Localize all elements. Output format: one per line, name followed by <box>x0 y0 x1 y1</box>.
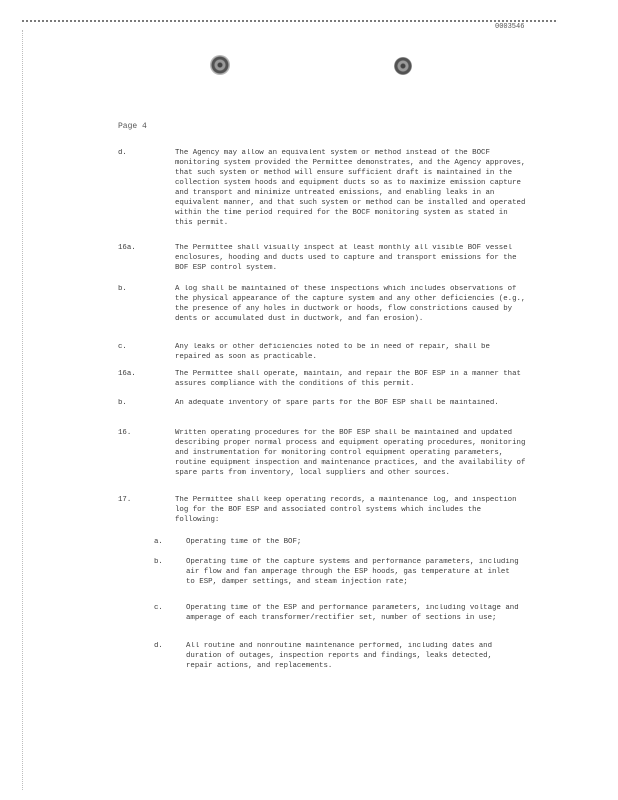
item-text: The Permittee shall visually inspect at least monthly all visible BOF vessel enclosures, hooding and ducts used to capture and transport emissions for the BOF ESP control system. <box>175 244 517 272</box>
item-text: The Agency may allow an equivalent system or method instead of the BOCF monitoring system provided the Permittee demonstrates, and the Agency approves, that such system or method will ensure sufficient draft is maintained in the collection system hoods and equipment ducts so as to maximize emission capture and transport and minimize untreated emissions, and enabling leaks in an equivalent manner, and that such system or method can be installed and operated within the time period required for the BOCF monitoring system as stated in this permit. <box>175 149 526 227</box>
subitem-text: Operating time of the BOF; <box>186 538 302 546</box>
punch-hole-mark <box>394 57 412 75</box>
item-text: The Permittee shall keep operating records, a maintenance log, and inspection log for the BOF ESP and associated control systems which includes the following: <box>175 496 517 524</box>
subitem-text: Operating time of the capture systems and performance parameters, including air flow and fan amperage through the ESP hoods, gas temperature at inlet to ESP, damper settings, and steam injection rate; <box>186 558 519 586</box>
subitem-marker: d. <box>154 642 163 650</box>
item-marker: d. <box>118 149 127 157</box>
item-marker: b. <box>118 285 127 293</box>
document-number: 0003546 <box>495 23 525 31</box>
subitem-marker: a. <box>154 538 163 546</box>
page-label: Page 4 <box>118 122 147 131</box>
item-marker: c. <box>118 343 127 351</box>
subitem-text: Operating time of the ESP and performance parameters, including voltage and amperage of each transformer/rectifier set, number of sections in use; <box>186 604 519 622</box>
item-text: The Permittee shall operate, maintain, and repair the BOF ESP in a manner that assures compliance with the conditions of this permit. <box>175 370 521 388</box>
fax-header-line <box>22 20 556 22</box>
item-marker: 16a. <box>118 370 136 378</box>
item-text: Written operating procedures for the BOF ESP shall be maintained and updated describing proper normal process and equipment operating procedures, monitoring and instrumentation for monitoring control equipment operating parameters, routine equipment inspection and maintenance practices, and the availability of spare parts from inventory, local suppliers and other sources. <box>175 429 526 477</box>
item-text: An adequate inventory of spare parts for the BOF ESP shall be maintained. <box>175 399 499 407</box>
scan-edge-line <box>22 30 23 790</box>
subitem-text: All routine and nonroutine maintenance performed, including dates and duration of outages, inspection reports and findings, leaks detected, repair actions, and replacements. <box>186 642 493 670</box>
subitem-marker: b. <box>154 558 163 566</box>
item-marker: b. <box>118 399 127 407</box>
item-text: A log shall be maintained of these inspections which includes observations of the physical appearance of the capture system and any other deficiencies (e.g., the presence of any holes in ductwork or hoods, flow constrictions caused by dents or accumulated dust in ductwork, and fan erosion). <box>175 285 526 323</box>
item-marker: 16a. <box>118 244 136 252</box>
item-text: Any leaks or other deficiencies noted to be in need of repair, shall be repaired as soon as practicable. <box>175 343 490 361</box>
item-marker: 17. <box>118 496 132 504</box>
punch-hole-mark <box>210 55 230 75</box>
subitem-marker: c. <box>154 604 163 612</box>
item-marker: 16. <box>118 429 132 437</box>
